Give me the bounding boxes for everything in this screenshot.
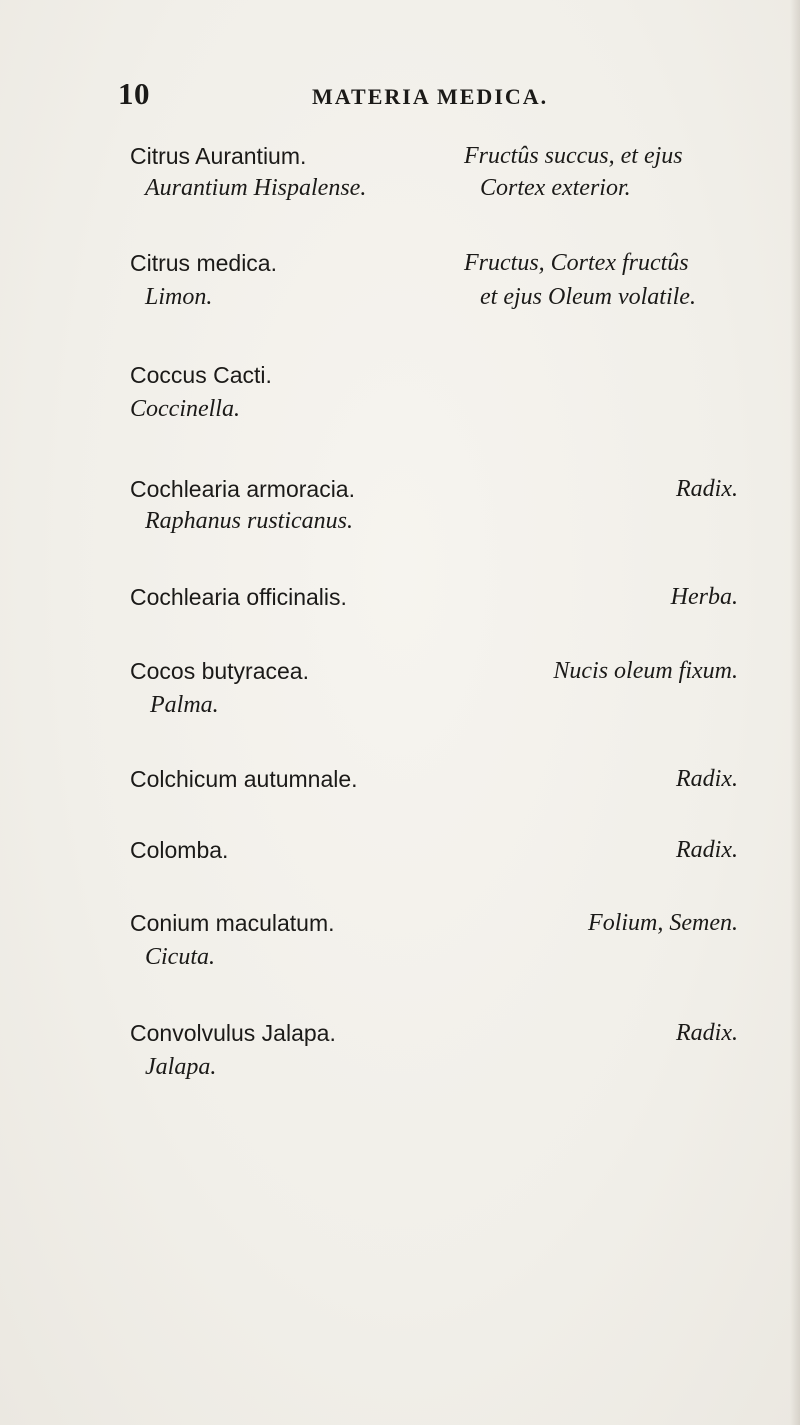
entry-part: Radix.	[676, 1020, 738, 1046]
entry-part-continued: Cortex exterior.	[480, 175, 631, 201]
entry-synonym: Raphanus rusticanus.	[145, 508, 354, 534]
entry-name: Cochlearia officinalis.	[130, 584, 347, 610]
entry-synonym: Jalapa.	[145, 1054, 217, 1080]
entry-name: Cochlearia armoracia.	[130, 476, 355, 502]
entry-part: Herba.	[670, 584, 738, 610]
entry-synonym: Coccinella.	[130, 396, 240, 422]
entry-synonym: Limon.	[145, 284, 213, 310]
entry-part: Folium, Semen.	[588, 910, 738, 936]
entry-name: Citrus Aurantium.	[130, 143, 307, 169]
entry-part: Fructus, Cortex fructûs	[464, 250, 689, 276]
entry-name: Citrus medica.	[130, 250, 277, 276]
entry-name: Conium maculatum.	[130, 910, 335, 936]
entry-name: Convolvulus Jalapa.	[130, 1020, 336, 1046]
entry-part: Nucis oleum fixum.	[553, 658, 738, 684]
entry-synonym: Palma.	[150, 692, 219, 718]
entry-part: Radix.	[676, 766, 738, 792]
entry-synonym: Aurantium Hispalense.	[145, 175, 367, 201]
entry-synonym: Cicuta.	[145, 944, 215, 970]
entry-part: Fructûs succus, et ejus	[464, 143, 683, 169]
entry-part-continued: et ejus Oleum volatile.	[480, 284, 696, 310]
page-edge-shadow	[790, 0, 800, 1425]
running-head: MATERIA MEDICA.	[312, 84, 549, 109]
entry-name: Coccus Cacti.	[130, 362, 272, 388]
page-number: 10	[118, 76, 150, 111]
entry-name: Colomba.	[130, 837, 229, 863]
entry-part: Radix.	[676, 837, 738, 863]
entry-name: Colchicum autumnale.	[130, 766, 358, 792]
entry-part: Radix.	[676, 476, 738, 502]
entry-name: Cocos butyracea.	[130, 658, 309, 684]
